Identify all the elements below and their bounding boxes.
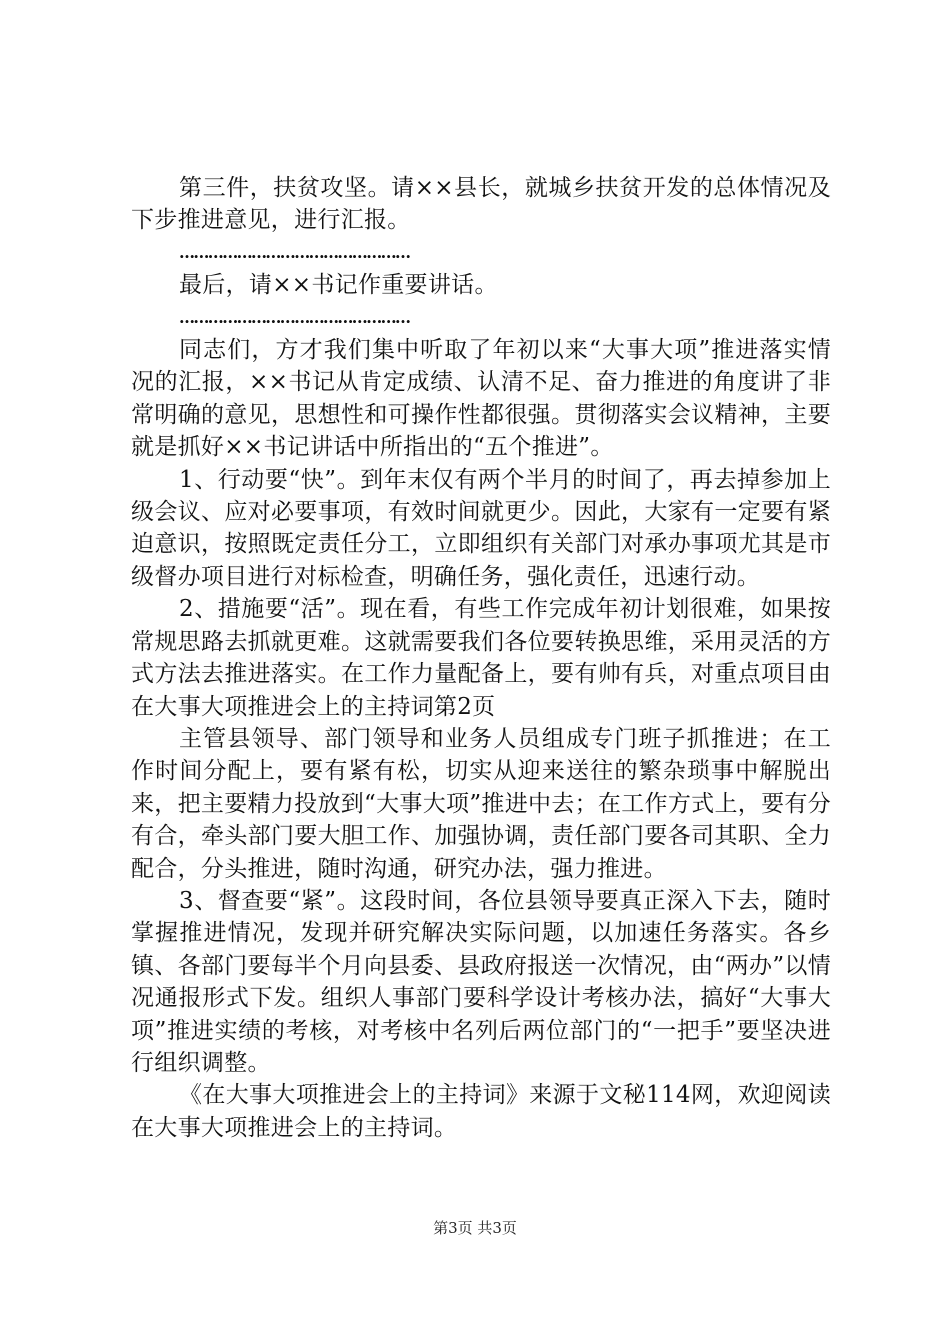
ellipsis-separator: ………………………………………… [179, 242, 410, 262]
paragraph-closing-speech: 最后，请××书记作重要讲话。 [179, 272, 498, 299]
paragraph-source-note: 《在大事大项推进会上的主持词》来源于文秘114网，欢迎阅读在大事大项推进会上的主持词。 [131, 1082, 831, 1141]
page-number-footer: 第3页 共3页 [433, 1219, 517, 1237]
paragraph-point-3: 3、督查要“紧”。这段时间，各位县领导要真正深入下去，随时掌握推进情况，发现并研究解决实际问题，以加速任务落实。各乡镇、各部门要每半个月向县委、县政府报送一次情况，由“两办”以情况通报形式下发。组织人事部门要科学设计考核办法，搞好“大事大项”推进实绩的考核，对考核中名列后两位部门的“一把手”要坚决进行组织调整。 [131, 887, 831, 1076]
document-body [131, 172, 831, 1144]
ellipsis-separator: ………………………………………… [179, 307, 410, 327]
paragraph-summary: 同志们，方才我们集中听取了年初以来“大事大项”推进落实情况的汇报，××书记从肯定成绩、认清不足、奋力推进的角度讲了非常明确的意见，思想性和可操作性都很强。贯彻落实会议精神，主要就是抓好××书记讲话中所指出的“五个推进”。 [131, 337, 831, 461]
paragraph-poverty-report: 第三件，扶贫攻坚。请××县长，就城乡扶贫开发的总体情况及下步推进意见，进行汇报。 [131, 175, 831, 234]
paragraph-point-2: 2、措施要“活”。现在看，有些工作完成年初计划很难，如果按常规思路去抓就更难。这就需要我们各位要转换思维，采用灵活的方式方法去推进落实。在工作力量配备上，要有帅有兵，对重点项目由在大事大项推进会上的主持词第2页 [131, 596, 831, 720]
paragraph-point-1: 1、行动要“快”。到年末仅有两个半月的时间了，再去掉参加上级会议、应对必要事项，有效时间就更少。因此，大家有一定要有紧迫意识，按照既定责任分工，立即组织有关部门对承办事项尤其是市级督办项目进行对标检查，明确任务，强化责任，迅速行动。 [131, 466, 831, 590]
paragraph-point-2-continued: 主管县领导、部门领导和业务人员组成专门班子抓推进；在工作时间分配上，要有紧有松，切实从迎来送往的繁杂琐事中解脱出来，把主要精力投放到“大事大项”推进中去；在工作方式上，要有分有合，牵头部门要大胆工作、加强协调，责任部门要各司其职、全力配合，分头推进，随时沟通，研究办法，强力推进。 [131, 725, 831, 882]
